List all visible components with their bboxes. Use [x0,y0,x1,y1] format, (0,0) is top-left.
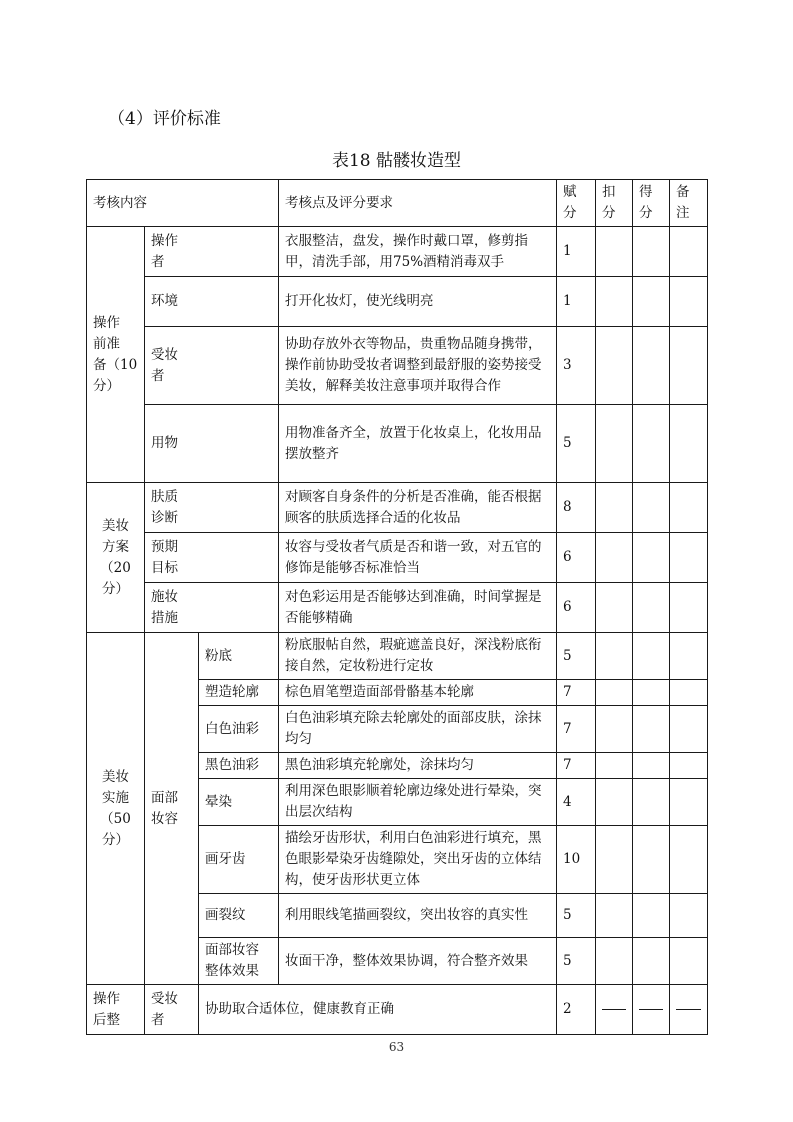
gained-cell [633,680,670,706]
item-cell: 环境 [145,277,279,327]
table-row [87,483,708,533]
note-cell [670,753,708,779]
deduct-cell [596,938,633,985]
table-row [87,227,708,277]
header-deduct: 扣 分 [596,180,633,227]
requirement-cell: 对顾客自身条件的分析是否准确，能否根据顾客的肤质选择合适的化妆品 [279,483,557,533]
item-cell: 画裂纹 [199,894,279,938]
requirement-cell: 描绘牙齿形状，利用白色油彩进行填充，黑色眼影晕染牙齿缝隙处，突出牙齿的立体结构，使牙齿形状更立体 [279,826,557,894]
item-cell: 画牙齿 [199,826,279,894]
note-cell [670,985,708,1035]
table-row [87,985,708,1035]
deduct-cell [596,405,633,483]
gained-cell [633,633,670,680]
table-row [87,277,708,327]
deduct-cell [596,680,633,706]
requirement-cell: 妆面干净，整体效果协调，符合整齐效果 [279,938,557,985]
table-row [87,583,708,633]
score-cell: 10 [557,826,596,894]
note-cell [670,779,708,826]
score-cell: 5 [557,633,596,680]
score-cell: 1 [557,277,596,327]
note-cell [670,483,708,533]
score-cell: 2 [557,985,596,1035]
deduct-cell [596,227,633,277]
note-cell [670,633,708,680]
header-content: 考核内容 [87,180,279,227]
requirement-cell: 棕色眉笔塑造面部骨骼基本轮廓 [279,680,557,706]
deduct-cell [596,779,633,826]
table-row [87,405,708,483]
score-cell: 6 [557,583,596,633]
requirement-cell: 粉底服帖自然，瑕疵遮盖良好，深浅粉底衔接自然，定妆粉进行定妆 [279,633,557,680]
deduct-cell [596,894,633,938]
deduct-cell [596,483,633,533]
gained-cell [633,227,670,277]
header-requirements: 考核点及评分要求 [279,180,557,227]
note-cell [670,583,708,633]
deduct-cell [596,753,633,779]
table-row [87,633,708,680]
note-cell [670,277,708,327]
header-note: 备 注 [670,180,708,227]
requirement-cell: 利用深色眼影顺着轮廓边缘处进行晕染，突出层次结构 [279,779,557,826]
deduct-cell [596,985,633,1035]
gained-cell [633,405,670,483]
deduct-cell [596,706,633,753]
requirement-cell: 协助取合适体位，健康教育正确 [199,985,557,1035]
score-cell: 7 [557,680,596,706]
gained-cell [633,753,670,779]
table-header-row [87,180,708,227]
category-implementation: 美妆 实施 （50 分） [87,633,145,985]
item-cell: 用物 [145,405,279,483]
note-cell [670,533,708,583]
score-cell: 1 [557,227,596,277]
gained-cell [633,779,670,826]
deduct-cell [596,277,633,327]
note-cell [670,706,708,753]
deduct-cell [596,826,633,894]
requirement-cell: 用物准备齐全，放置于化妆桌上，化妆用品摆放整齐 [279,405,557,483]
table-row [87,533,708,583]
item-cell: 受妆 者 [145,327,279,405]
note-cell [670,826,708,894]
score-cell: 4 [557,779,596,826]
item-cell: 塑造轮廓 [199,680,279,706]
item-cell: 肤质 诊断 [145,483,279,533]
gained-cell [633,277,670,327]
gained-cell [633,583,670,633]
gained-cell [633,533,670,583]
deduct-cell [596,533,633,583]
gained-cell [633,894,670,938]
item-cell: 白色油彩 [199,706,279,753]
item-cell: 粉底 [199,633,279,680]
category-after: 操作 后整 [87,985,145,1035]
requirement-cell: 妆容与受妆者气质是否和谐一致，对五官的修饰是能够否标准恰当 [279,533,557,583]
note-cell [670,227,708,277]
score-cell: 5 [557,938,596,985]
requirement-cell: 打开化妆灯，使光线明亮 [279,277,557,327]
gained-cell [633,483,670,533]
table-row [87,327,708,405]
score-cell: 5 [557,405,596,483]
requirement-cell: 白色油彩填充除去轮廓处的面部皮肤，涂抹均匀 [279,706,557,753]
gained-cell [633,327,670,405]
note-cell [670,894,708,938]
evaluation-table [86,179,708,1035]
requirement-cell: 协助存放外衣等物品，贵重物品随身携带，操作前协助受妆者调整到最舒服的姿势接受美妆，解释美妆注意事项并取得合作 [279,327,557,405]
section-heading: （4）评价标准 [108,109,221,129]
deduct-cell [596,633,633,680]
item-cell: 操作 者 [145,227,279,277]
deduct-cell [596,327,633,405]
item-cell: 预期 目标 [145,533,279,583]
requirement-cell: 衣服整洁，盘发，操作时戴口罩，修剪指甲，清洗手部，用75%酒精消毒双手 [279,227,557,277]
score-cell: 7 [557,753,596,779]
score-cell: 3 [557,327,596,405]
requirement-cell: 对色彩运用是否能够达到准确，时间掌握是否能够精确 [279,583,557,633]
page-number: 63 [388,1040,405,1054]
item-cell: 受妆 者 [145,985,199,1035]
header-score: 赋 分 [557,180,596,227]
score-cell: 6 [557,533,596,583]
table-caption: 表18 骷髅妆造型 [331,151,462,171]
gained-cell [633,826,670,894]
header-gained: 得 分 [633,180,670,227]
category-plan: 美妆 方案 （20 分） [87,483,145,633]
item-cell: 晕染 [199,779,279,826]
gained-cell [633,706,670,753]
requirement-cell: 黑色油彩填充轮廓处，涂抹均匀 [279,753,557,779]
gained-cell [633,938,670,985]
requirement-cell: 利用眼线笔描画裂纹，突出妆容的真实性 [279,894,557,938]
note-cell [670,680,708,706]
score-cell: 7 [557,706,596,753]
category-prep: 操作 前准 备（10 分） [87,227,145,483]
note-cell [670,405,708,483]
item-cell: 黑色油彩 [199,753,279,779]
item-cell: 施妆 措施 [145,583,279,633]
note-cell [670,327,708,405]
subcategory-face-makeup: 面部 妆容 [145,633,199,985]
score-cell: 8 [557,483,596,533]
item-cell: 面部妆容 整体效果 [199,938,279,985]
gained-cell [633,985,670,1035]
score-cell: 5 [557,894,596,938]
deduct-cell [596,583,633,633]
note-cell [670,938,708,985]
